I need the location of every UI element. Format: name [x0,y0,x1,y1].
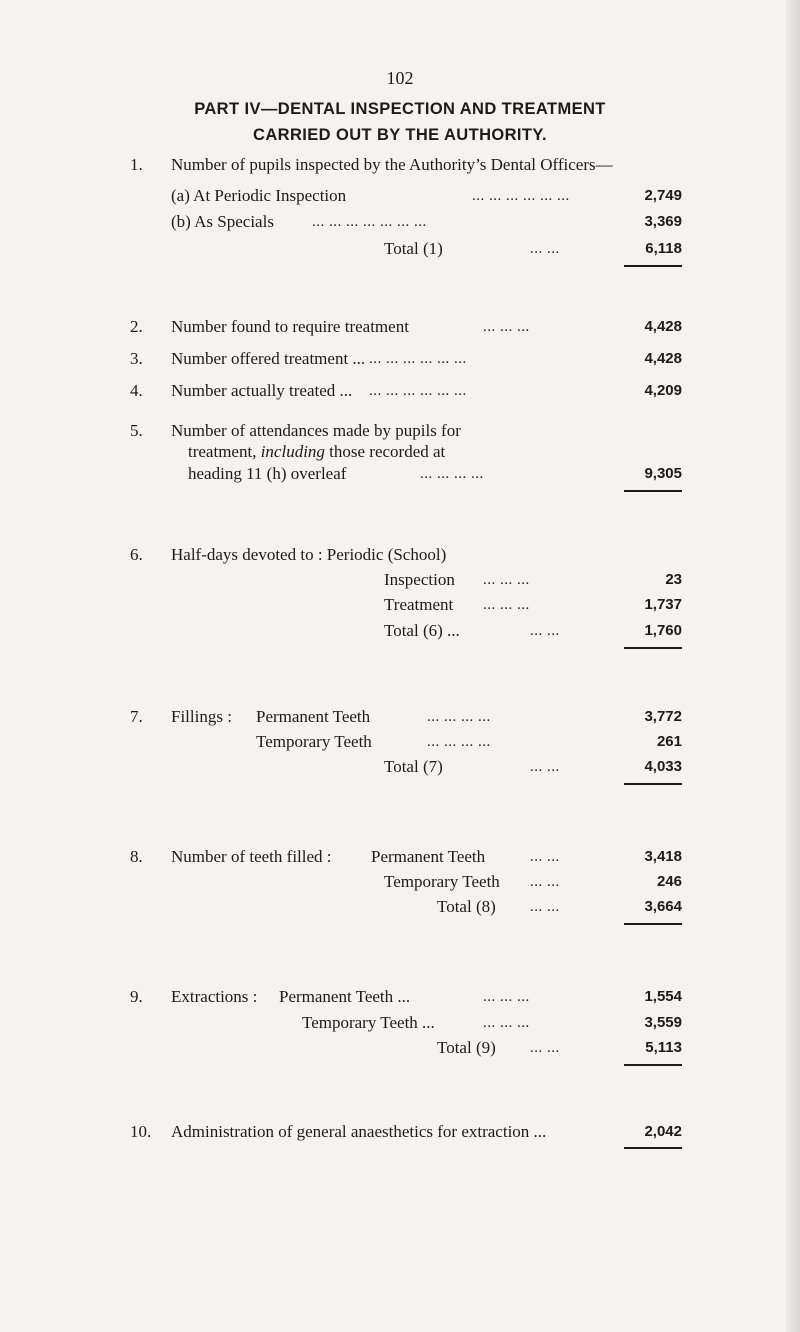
item-number-6: 6. [130,545,143,564]
leader-dots: ... ... ... ... [427,709,491,725]
total-rule [624,647,682,649]
item-1-heading: Number of pupils inspected by the Authority’s Dental Officers— [171,155,613,174]
total-rule [624,265,682,267]
item-5-value: 9,305 [644,465,682,482]
item-7-total-value: 4,033 [644,758,682,775]
page-edge-shadow [786,0,800,1332]
item-2-label: Number found to require treatment [171,317,409,336]
leader-dots: ... ... [530,899,560,915]
item-8-total-value: 3,664 [644,898,682,915]
item-5-line-2 [188,440,445,464]
item-number-7: 7. [130,707,143,726]
leader-dots: ... ... ... [483,319,530,335]
item-7-total-label: Total (7) [384,757,443,776]
part-title-line-1: PART IV—DENTAL INSPECTION AND TREATMENT [194,100,606,118]
page-number: 102 [386,68,414,88]
item-3-label: Number offered treatment ... [171,349,366,368]
total-rule [624,1064,682,1066]
item-4-value: 4,209 [644,382,682,399]
item-7-temporary-label: Temporary Teeth [256,732,372,751]
leader-dots: ... ... ... ... ... ... ... [312,214,427,230]
leader-dots: ... ... [530,874,560,890]
leader-dots: ... ... [530,241,560,257]
leader-dots: ... ... ... [483,1015,530,1031]
item-5-line-2-a: treatment, [188,442,257,461]
item-8-permanent-value: 3,418 [644,848,682,865]
leader-dots: ... ... ... ... [420,466,484,482]
item-9-permanent-value: 1,554 [644,988,682,1005]
item-9-total-label: Total (9) [437,1038,496,1057]
item-10-label: Administration of general anaesthetics for extraction ... [171,1122,547,1141]
item-1a-label [171,184,346,208]
item-7-temporary-value: 261 [656,733,682,750]
total-rule [624,1147,682,1149]
item-6-total-value: 1,760 [644,622,682,639]
leader-dots: ... ... ... ... ... ... [472,188,570,204]
part-title-line-2: CARRIED OUT BY THE AUTHORITY. [253,126,547,144]
item-2-value: 4,428 [644,318,682,335]
item-1b-label: (b) As Specials [171,212,274,231]
item-1b-value: 3,369 [644,213,682,230]
item-9-lead: Extractions : [171,987,258,1006]
item-8-total-label: Total (8) [437,897,496,916]
item-8-temporary-label: Temporary Teeth [384,872,500,891]
item-9-permanent-label: Permanent Teeth ... [279,987,411,1006]
item-number-9: 9. [130,987,143,1006]
item-number-8: 8. [130,847,143,866]
item-6-heading: Half-days devoted to : Periodic (School) [171,545,447,564]
item-1a-value: 2,749 [644,187,682,204]
leader-dots: ... ... [530,849,560,865]
item-5-line-2-emphasis: including [260,442,325,461]
leader-dots: ... ... ... ... [427,734,491,750]
item-4-label: Number actually treated ... [171,381,353,400]
item-9-temporary-value: 3,559 [644,1014,682,1031]
item-9-total-value: 5,113 [645,1039,682,1056]
leader-dots: ... ... [530,623,560,639]
item-number-3: 3. [130,349,143,368]
total-rule [624,923,682,925]
item-number-10: 10. [130,1122,152,1141]
item-8-temporary-value: 246 [656,873,682,890]
item-8-permanent-label: Permanent Teeth [371,847,486,866]
total-rule [624,783,682,785]
item-7-permanent-label: Permanent Teeth [256,707,371,726]
item-number-2: 2. [130,317,143,336]
item-1-total-label: Total (1) [384,239,443,258]
leader-dots: ... ... ... [483,572,530,588]
item-6-treatment-value: 1,737 [644,596,682,613]
leader-dots: ... ... ... ... ... ... [369,351,467,367]
item-6-inspection-label: Inspection [384,570,455,589]
item-1-total-value: 6,118 [645,240,682,257]
item-9-temporary-label: Temporary Teeth ... [302,1013,435,1032]
item-number-4: 4. [130,381,143,400]
item-1a-text: (a) At Periodic Inspection [171,186,347,205]
leader-dots: ... ... ... [483,989,530,1005]
item-number-1: 1. [130,155,143,174]
item-6-total-label: Total (6) ... [384,621,460,640]
leader-dots: ... ... [530,759,560,775]
leader-dots: ... ... [530,1040,560,1056]
total-rule [624,490,682,492]
item-3-value: 4,428 [644,350,682,367]
item-6-inspection-value: 23 [665,571,682,588]
item-5-line-2-c: those recorded at [329,442,446,461]
item-7-lead: Fillings : [171,707,232,726]
item-7-permanent-value: 3,772 [644,708,682,725]
leader-dots: ... ... ... [483,597,530,613]
leader-dots: ... ... ... ... ... ... [369,383,467,399]
item-10-value: 2,042 [644,1123,682,1140]
item-5-line-1: Number of attendances made by pupils for [171,421,461,440]
item-6-treatment-label: Treatment [384,595,454,614]
item-8-lead: Number of teeth filled : [171,847,332,866]
item-number-5: 5. [130,421,143,440]
item-5-line-3: heading 11 (h) overleaf [188,464,347,483]
